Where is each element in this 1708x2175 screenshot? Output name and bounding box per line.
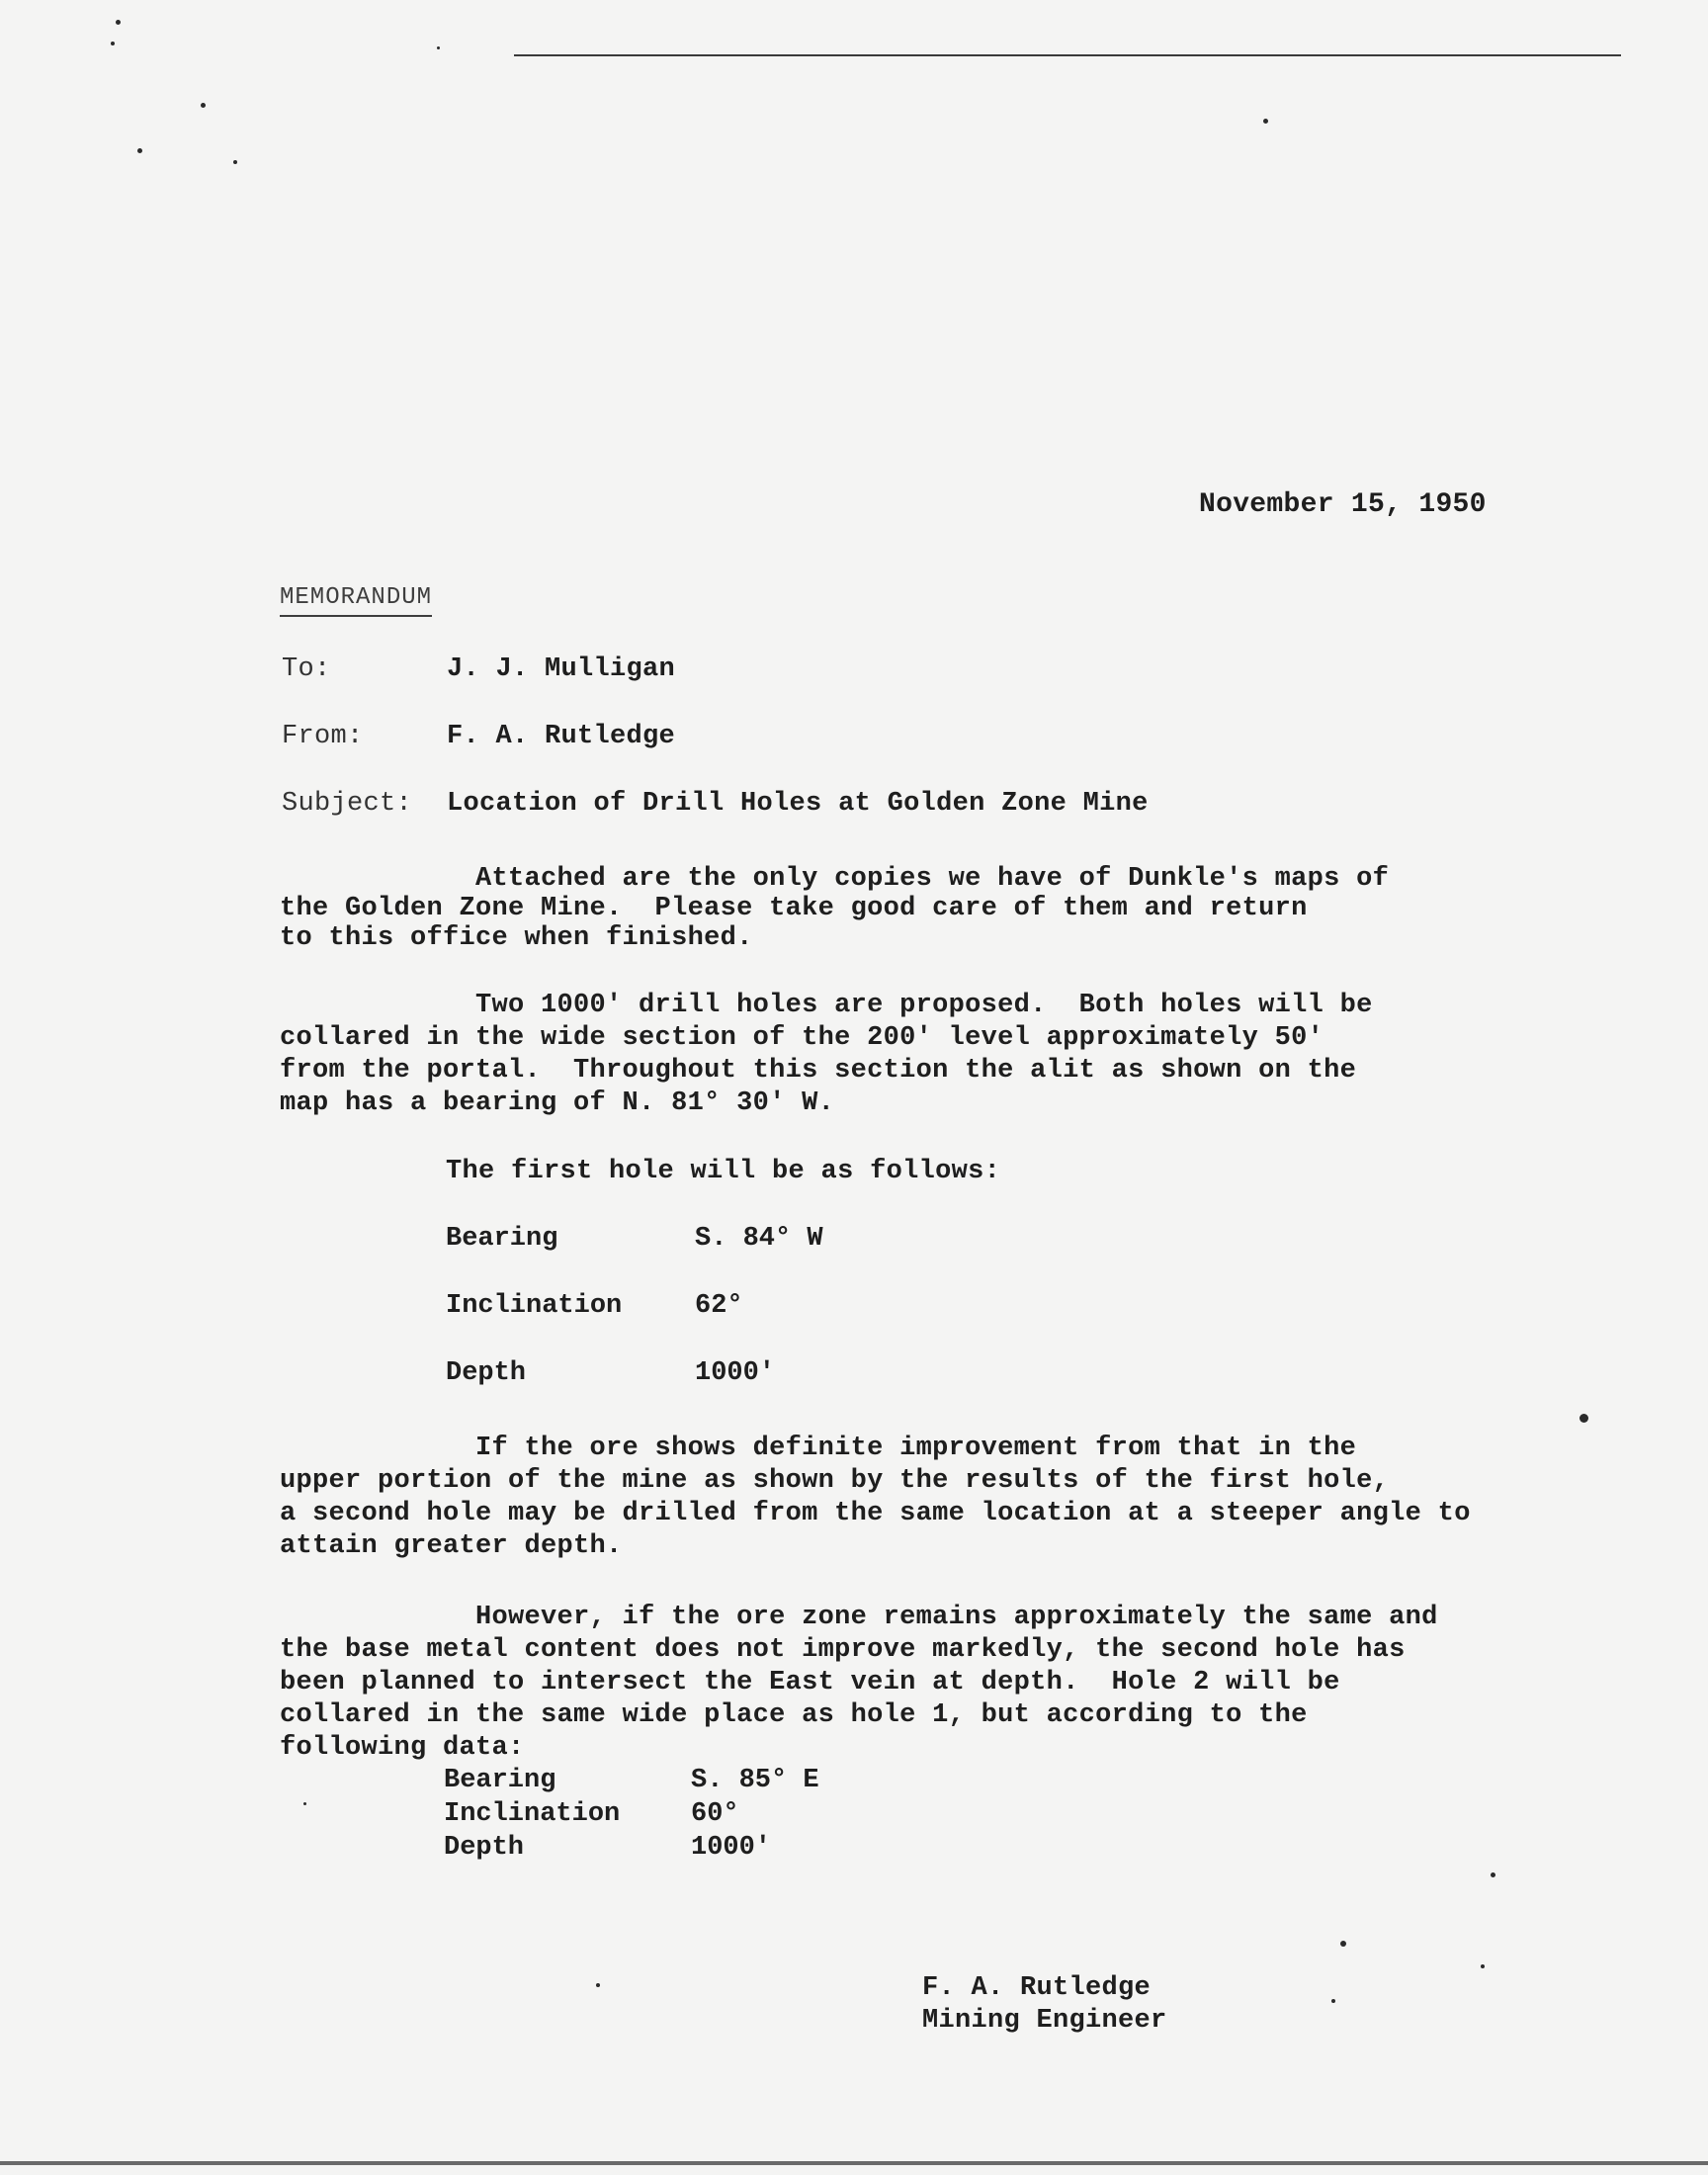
paragraph-line: from the portal. Throughout this section the alit as shown on the: [280, 1056, 1357, 1086]
hole-1-bearing-value: S. 84° W: [695, 1224, 823, 1254]
paragraph-line: collared in the same wide place as hole 1, but according to the: [280, 1700, 1308, 1730]
paragraph-line: Attached are the only copies we have of Dunkle's maps of: [280, 864, 1390, 894]
hole-2-depth-value: 1000': [691, 1833, 772, 1863]
hole-1-inclination-label: Inclination: [446, 1291, 623, 1321]
paragraph-line: Two 1000' drill holes are proposed. Both holes will be: [280, 991, 1373, 1020]
paragraph-line: a second hole may be drilled from the same location at a steeper angle to: [280, 1499, 1471, 1528]
paragraph-line: collared in the wide section of the 200' level approximately 50': [280, 1023, 1324, 1053]
memo-heading: MEMORANDUM: [280, 583, 432, 617]
signature-title: Mining Engineer: [922, 2006, 1167, 2036]
to-label: To:: [282, 654, 331, 684]
hole-2-inclination-label: Inclination: [444, 1799, 621, 1829]
memo-date: November 15, 1950: [1199, 489, 1487, 520]
paragraph-line: the base metal content does not improve markedly, the second hole has: [280, 1635, 1406, 1665]
from-value: F. A. Rutledge: [447, 722, 676, 751]
paragraph-line: to this office when finished.: [280, 923, 753, 953]
paragraph-line: If the ore shows definite improvement from that in the: [280, 1434, 1357, 1463]
subject-label: Subject:: [282, 789, 413, 819]
hole-1-depth-value: 1000': [695, 1358, 776, 1388]
hole-1-intro: The first hole will be as follows:: [446, 1157, 1001, 1186]
paragraph-line: map has a bearing of N. 81° 30' W.: [280, 1088, 835, 1118]
hole-1-depth-label: Depth: [446, 1358, 527, 1388]
signature-name: F. A. Rutledge: [922, 1973, 1152, 2003]
top-rule: [514, 54, 1621, 56]
paragraph-line: upper portion of the mine as shown by the results of the first hole,: [280, 1466, 1390, 1496]
subject-value: Location of Drill Holes at Golden Zone Mine: [447, 789, 1149, 819]
paragraph-line: following data:: [280, 1733, 525, 1763]
hole-2-bearing-value: S. 85° E: [691, 1766, 819, 1795]
paragraph-line: attain greater depth.: [280, 1531, 623, 1561]
paragraph-line: However, if the ore zone remains approximately the same and: [280, 1603, 1438, 1632]
hole-1-inclination-value: 62°: [695, 1291, 743, 1321]
bottom-rule: [0, 2161, 1708, 2165]
hole-1-bearing-label: Bearing: [446, 1224, 558, 1254]
hole-2-inclination-value: 60°: [691, 1799, 739, 1829]
paragraph-line: the Golden Zone Mine. Please take good care of them and return: [280, 894, 1308, 923]
from-label: From:: [282, 722, 364, 751]
paragraph-line: been planned to intersect the East vein at depth. Hole 2 will be: [280, 1668, 1340, 1697]
hole-2-bearing-label: Bearing: [444, 1766, 556, 1795]
hole-2-depth-label: Depth: [444, 1833, 525, 1863]
to-value: J. J. Mulligan: [447, 654, 676, 684]
